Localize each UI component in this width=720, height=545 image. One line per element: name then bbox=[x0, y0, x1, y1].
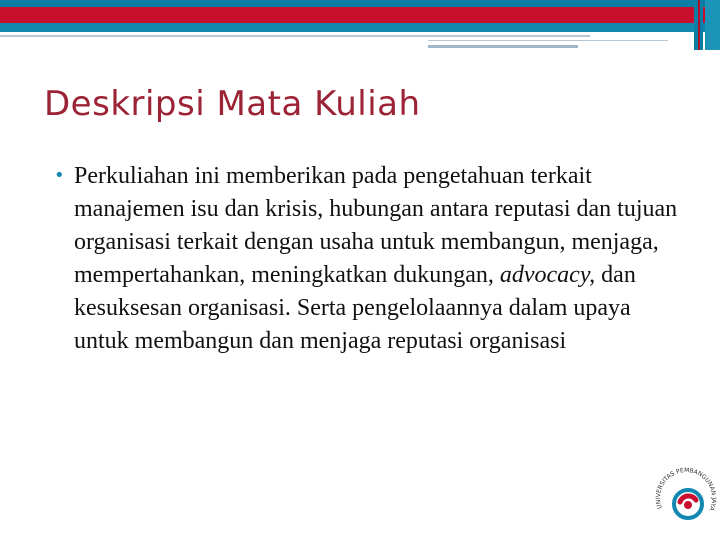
logo-ring-text: UNIVERSITAS PEMBANGUNAN JAYA bbox=[654, 467, 718, 512]
top-right-accent-3 bbox=[705, 0, 720, 50]
top-blue-stripe-lower bbox=[0, 23, 720, 32]
slide-content bbox=[44, 160, 684, 358]
bullet-text-part-2: dan kesuksesan organisasi. Serta pengelolaannya dalam upaya untuk membangun dan menjaga reputasi organisasi bbox=[74, 262, 636, 354]
bullet-text bbox=[74, 160, 684, 358]
top-decorative-bar bbox=[0, 0, 720, 50]
top-red-stripe bbox=[0, 7, 720, 23]
university-logo bbox=[650, 458, 720, 540]
top-right-accent-2 bbox=[700, 0, 703, 50]
bullet-text-italic: advocacy, bbox=[499, 262, 596, 288]
top-thin-line-short bbox=[428, 40, 668, 41]
slide-title: Deskripsi Mata Kuliah bbox=[44, 84, 421, 124]
bullet-item bbox=[44, 160, 684, 358]
bullet-icon: • bbox=[54, 165, 65, 186]
logo-center-dot bbox=[684, 501, 692, 509]
top-thin-line-shortest bbox=[428, 45, 578, 48]
top-thin-line bbox=[0, 35, 590, 37]
top-blue-stripe bbox=[0, 0, 720, 7]
bullet-text-part-1: Perkuliahan ini memberikan pada pengetahuan terkait manajemen isu dan krisis, hubungan antara reputasi dan tujuan organisasi terkait dengan usaha untuk membangun, menjaga, mempertahankan, meningkatkan dukungan, bbox=[74, 163, 678, 288]
